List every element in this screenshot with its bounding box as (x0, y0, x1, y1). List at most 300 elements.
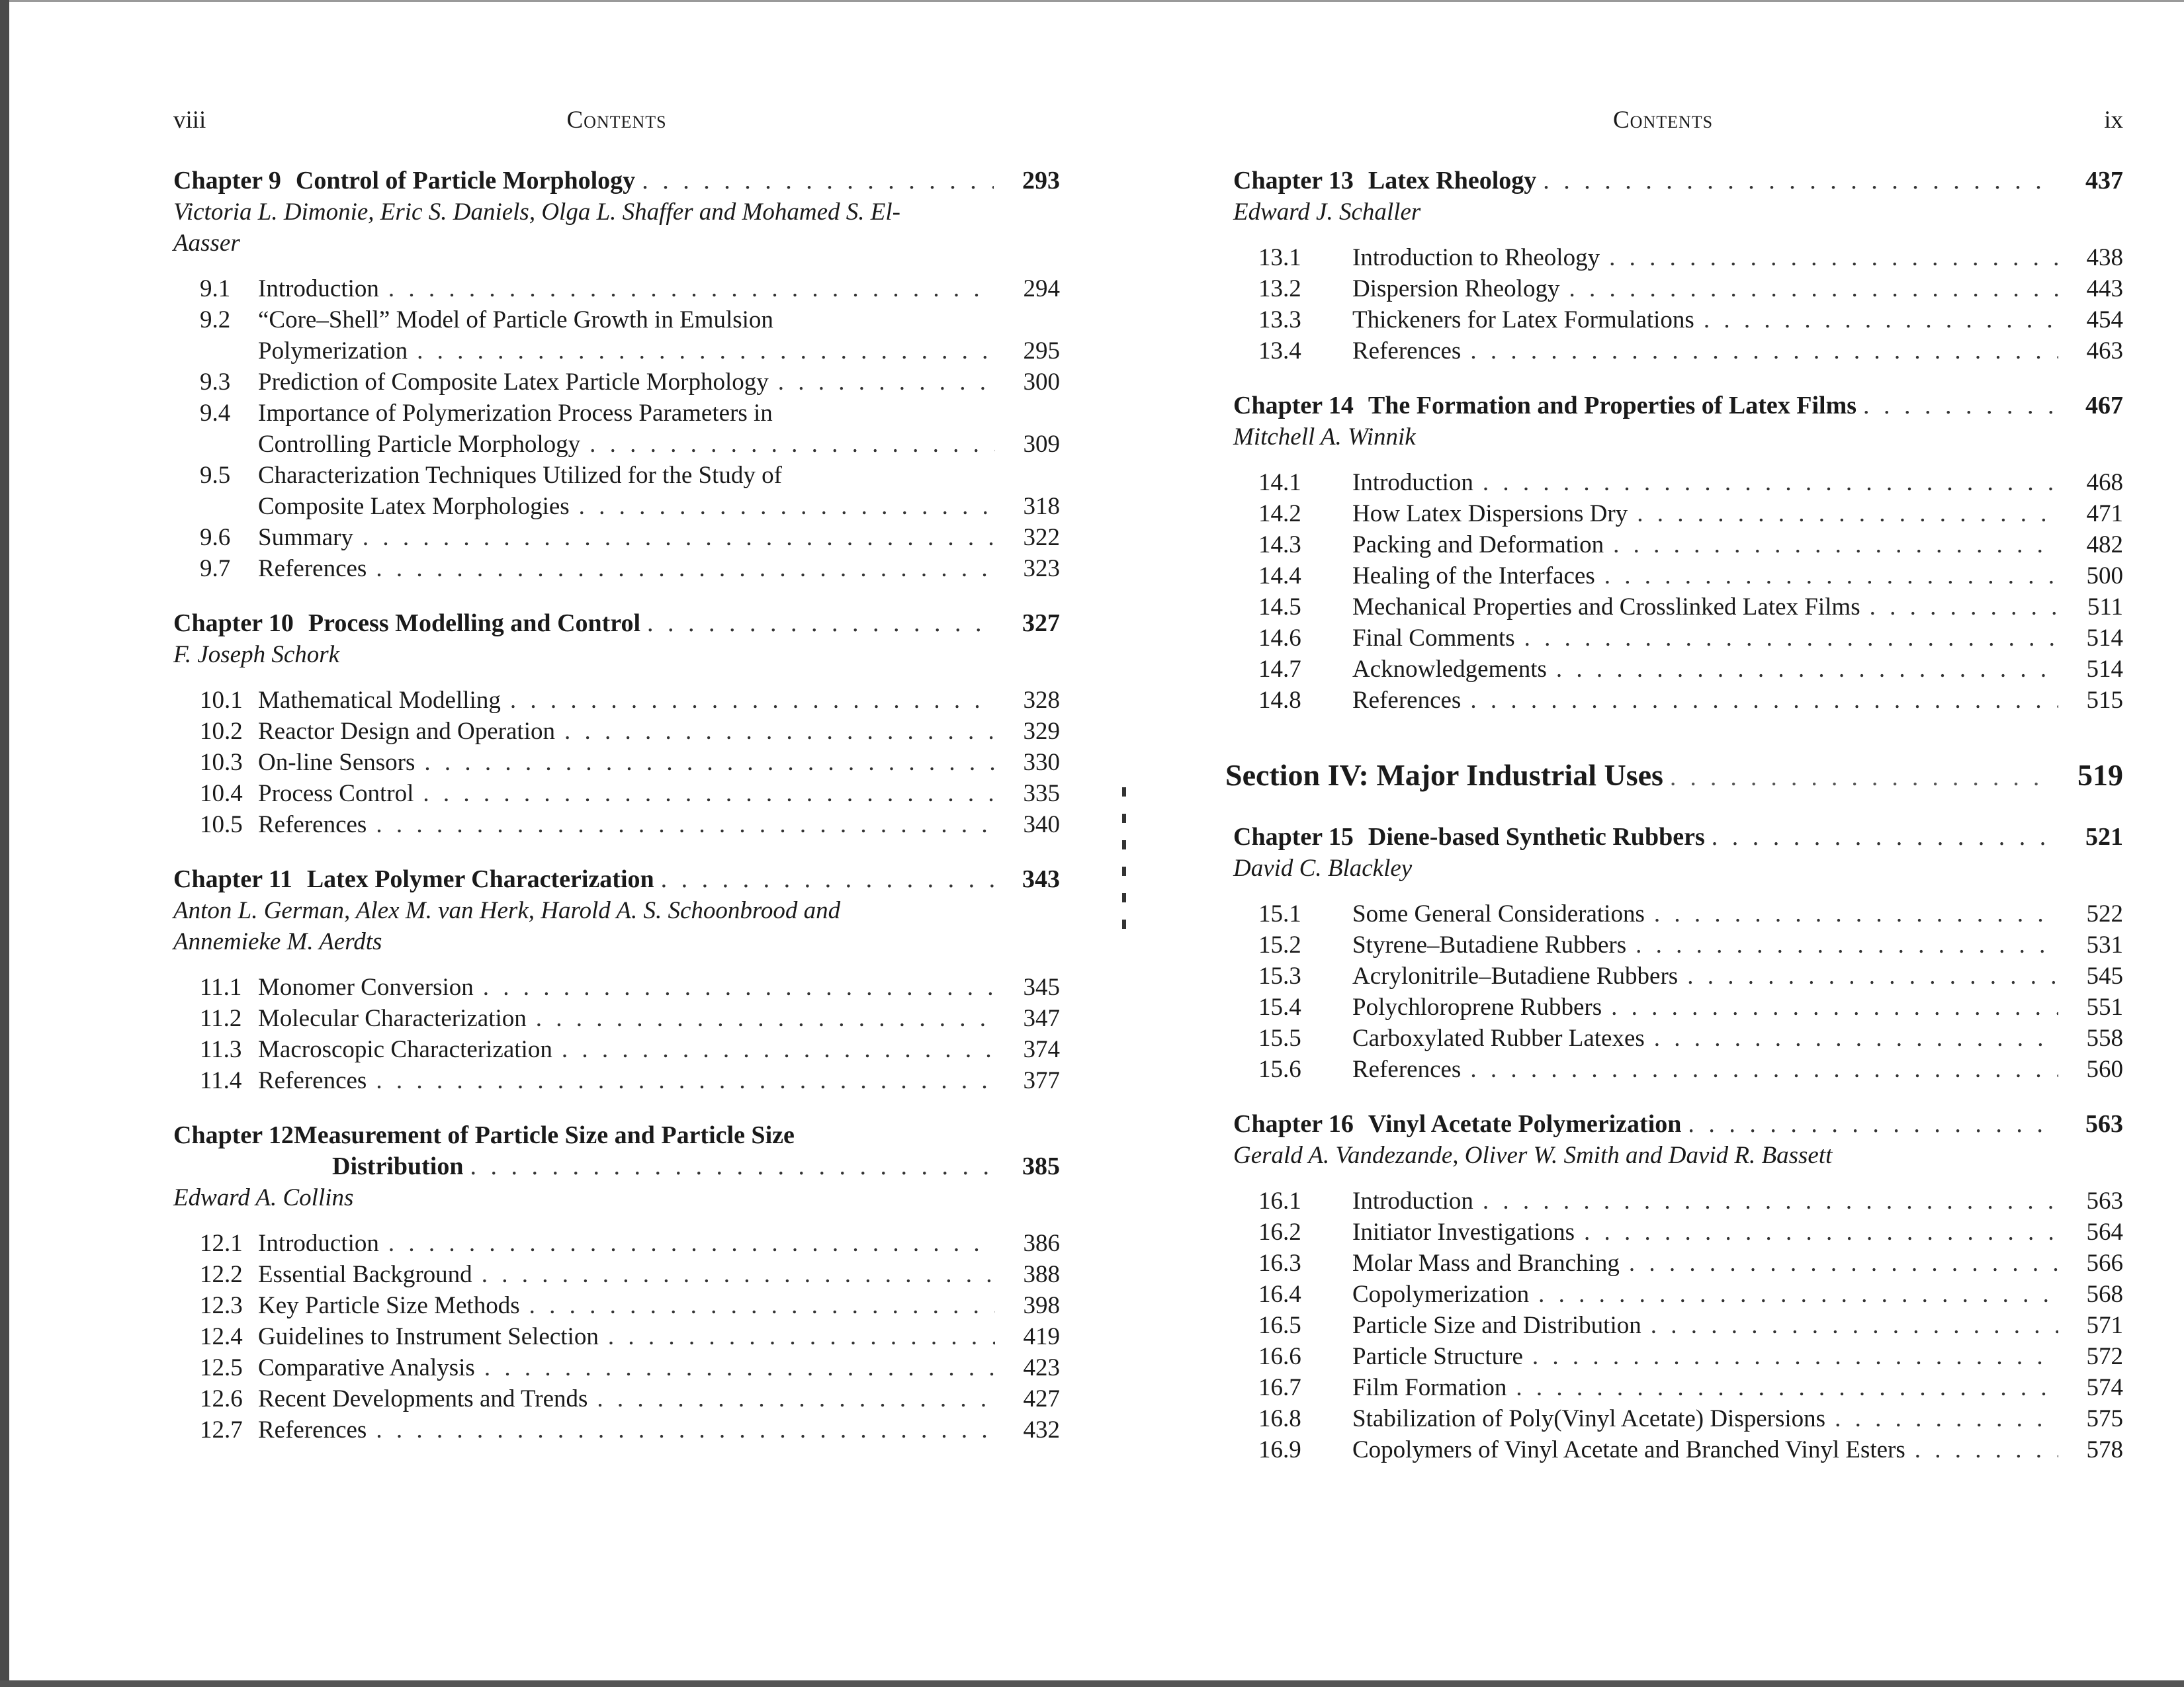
leader-dots (376, 809, 995, 840)
chapter-entry (173, 1120, 1060, 1446)
section-title: Initiator Investigations (1352, 1219, 1575, 1246)
section-list (1233, 1186, 2123, 1465)
chapter-title: Latex Rheology (1368, 167, 1537, 195)
section-title: Acrylonitrile–Butadiene Rubbers (1352, 963, 1679, 990)
leader-dots (1611, 992, 2058, 1023)
toc-entry-body (258, 1034, 1060, 1065)
leader-dots (1516, 1372, 2058, 1403)
toc-entry[interactable] (1233, 1279, 2123, 1310)
section-page: 432 (1023, 1416, 1060, 1444)
section-number: 10.4 (200, 780, 243, 807)
section-number: 12.7 (200, 1416, 243, 1444)
toc-entry[interactable] (1233, 591, 2123, 623)
toc-entry-body (1352, 1372, 2123, 1403)
section-number: 9.4 (200, 400, 231, 427)
toc-entry[interactable] (173, 1228, 1060, 1259)
leader-dots (388, 1228, 995, 1259)
chapter-authors: Edward A. Collins (173, 1184, 354, 1211)
section-page: 335 (1023, 780, 1060, 807)
toc-entry-body (258, 273, 1060, 304)
toc-entry-body (1352, 654, 2123, 685)
chapter-authors: Edward J. Schaller (1233, 198, 1421, 226)
leader-dots (562, 1034, 995, 1065)
section-page: 419 (1023, 1323, 1060, 1350)
section-page: 551 (2086, 994, 2123, 1021)
leader-dots (1654, 1023, 2058, 1054)
leader-dots (388, 273, 995, 304)
section-page: 514 (2086, 656, 2123, 683)
chapter-authors: F. Joseph Schork (173, 641, 340, 668)
section-title: Importance of Polymerization Process Parameters in (258, 400, 773, 427)
leader-dots (470, 1151, 994, 1182)
toc-entry-body (258, 553, 1060, 584)
section-number: 13.2 (1258, 275, 1301, 302)
section-page: 347 (1023, 1005, 1060, 1032)
chapter-entry (1233, 390, 2123, 716)
toc-entry-body (1352, 1248, 2123, 1279)
section-page: 345 (1023, 974, 1060, 1001)
leader-dots (1712, 822, 2057, 853)
toc-entry[interactable] (173, 1414, 1060, 1446)
toc-entry[interactable] (1233, 654, 2123, 685)
section-page: 374 (1023, 1036, 1060, 1063)
section-list (173, 1228, 1060, 1446)
toc-entry[interactable] (173, 716, 1060, 747)
section-number: 11.2 (200, 1005, 242, 1032)
toc-entry-body (1352, 1403, 2123, 1434)
section-number: 9.7 (200, 555, 231, 582)
section-title: Copolymers of Vinyl Acetate and Branched Vinyl Esters (1352, 1436, 1905, 1463)
section-title: Some General Considerations (1352, 900, 1645, 928)
leader-dots (363, 522, 995, 553)
section-page: 514 (2086, 625, 2123, 652)
section-title: Particle Size and Distribution (1352, 1312, 1641, 1339)
section-title: References (1352, 337, 1462, 365)
section-number: 15.5 (1258, 1025, 1301, 1052)
toc-entry[interactable] (173, 1259, 1060, 1290)
section-page: 572 (2086, 1343, 2123, 1370)
leader-dots (1915, 1434, 2058, 1465)
toc-entry-line (173, 398, 1060, 429)
section-number: 15.3 (1258, 963, 1301, 990)
toc-entry[interactable] (173, 1065, 1060, 1096)
toc-entry-body (258, 1352, 1060, 1383)
section-list (1233, 242, 2123, 367)
section-page: 568 (2086, 1281, 2123, 1308)
chapter-entry (173, 864, 1060, 1096)
section-title: Molecular Characterization (258, 1005, 527, 1032)
toc-entry[interactable] (173, 1321, 1060, 1352)
section-page: 328 (1023, 687, 1060, 714)
chapter-heading-text (173, 608, 640, 639)
right-page (1225, 106, 2123, 1465)
chapter-heading[interactable] (173, 165, 1060, 196)
section-title: Reactor Design and Operation (258, 718, 555, 745)
toc-entry-body (1352, 273, 2123, 304)
page-top-edge (0, 0, 2184, 2)
toc-entry[interactable] (1233, 560, 2123, 591)
section-number: 9.3 (200, 368, 231, 396)
leader-dots (608, 1321, 995, 1352)
toc-entry-body (258, 522, 1060, 553)
toc-entry-body (258, 1003, 1060, 1034)
section-number: 14.6 (1258, 625, 1301, 652)
toc-entry-body (1352, 467, 2123, 498)
section-number: 16.3 (1258, 1250, 1301, 1277)
section-title: Polychloroprene Rubbers (1352, 994, 1602, 1021)
section-page: 386 (1023, 1230, 1060, 1257)
running-head-left (173, 106, 1060, 139)
toc-entry[interactable] (1233, 1023, 2123, 1054)
toc-entry[interactable] (1233, 242, 2123, 273)
section-title: Mathematical Modelling (258, 687, 501, 714)
chapter-page: 293 (1022, 167, 1060, 195)
chapter-number: Chapter 9 (173, 167, 281, 195)
section-title: Acknowledgements (1352, 656, 1547, 683)
section-list (173, 972, 1060, 1096)
section-title: Key Particle Size Methods (258, 1292, 520, 1319)
section-page: 318 (1023, 493, 1060, 520)
chapter-number: Chapter 10 (173, 609, 294, 637)
running-head-title: Contents (1613, 107, 1714, 134)
section-page: 564 (2086, 1219, 2123, 1246)
section-number: 10.5 (200, 811, 243, 838)
leader-dots (590, 429, 995, 460)
toc-entry[interactable] (1233, 1248, 2123, 1279)
section-page: 330 (1023, 749, 1060, 776)
section-title: Final Comments (1352, 625, 1515, 652)
section-title: Introduction (1352, 469, 1473, 496)
chapter-heading-line (173, 1120, 1060, 1151)
toc-entry-body (1352, 992, 2123, 1023)
toc-entry-body (1352, 898, 2123, 930)
leader-dots (1556, 654, 2058, 685)
section-page: 468 (2086, 469, 2123, 496)
leader-dots (1863, 390, 2057, 421)
section-page: 558 (2086, 1025, 2123, 1052)
toc-entry-body (258, 1414, 1060, 1446)
toc-entry[interactable] (1233, 1434, 2123, 1465)
toc-entry[interactable] (173, 304, 1060, 367)
leader-dots (1704, 304, 2058, 335)
toc-entry[interactable] (173, 1383, 1060, 1414)
page-bottom-edge (0, 1680, 2184, 1687)
leader-dots (1870, 591, 2058, 623)
chapter-title: Vinyl Acetate Polymerization (1368, 1110, 1682, 1138)
leader-dots (1835, 1403, 2058, 1434)
toc-entry-body (258, 778, 1060, 809)
leader-dots (1654, 898, 2058, 930)
toc-entry[interactable] (1233, 1310, 2123, 1341)
toc-entry-body (1352, 1186, 2123, 1217)
toc-entry-body (1352, 1279, 2123, 1310)
toc-entry-line (173, 304, 1060, 335)
toc-entry-body (1352, 242, 2123, 273)
chapter-authors: David C. Blackley (1233, 855, 1413, 882)
leader-dots (376, 1414, 995, 1446)
section-title: References (258, 1416, 367, 1444)
toc-entry-body (258, 1383, 1060, 1414)
chapter-entry (173, 165, 1060, 584)
section-number: 14.7 (1258, 656, 1301, 683)
section-title: Molar Mass and Branching (1352, 1250, 1620, 1277)
toc-entry-line (173, 429, 1060, 460)
leader-dots (482, 1259, 995, 1290)
section-number: 16.9 (1258, 1436, 1301, 1463)
section-page: 571 (2086, 1312, 2123, 1339)
toc-entry[interactable] (1233, 1217, 2123, 1248)
section-page: 482 (2086, 531, 2123, 558)
chapter-number: Chapter 14 (1233, 392, 1354, 419)
leader-dots (536, 1003, 995, 1034)
chapter-heading-text (1233, 390, 1856, 421)
leader-dots (1609, 242, 2058, 273)
section-number: 12.4 (200, 1323, 243, 1350)
toc-entry[interactable] (1233, 685, 2123, 716)
toc-entry-body (1352, 1217, 2123, 1248)
toc-entry-body (258, 1228, 1060, 1259)
toc-entry[interactable] (173, 367, 1060, 398)
section-heading-title: Section IV: Major Industrial Uses (1225, 758, 1663, 792)
leader-dots (564, 716, 995, 747)
section-title: References (1352, 1056, 1462, 1083)
chapter-entry (173, 608, 1060, 840)
section-page: 295 (1023, 337, 1060, 365)
section-title: Introduction (1352, 1188, 1473, 1215)
section-title: Recent Developments and Trends (258, 1385, 588, 1412)
section-page: 443 (2086, 275, 2123, 302)
leader-dots (1670, 758, 2049, 798)
toc-entry[interactable] (173, 747, 1060, 778)
leader-dots (1637, 498, 2058, 529)
section-list (173, 273, 1060, 584)
chapter-heading[interactable] (173, 608, 1060, 639)
toc-entry[interactable] (173, 273, 1060, 304)
chapter-heading[interactable] (173, 1120, 1060, 1182)
toc-entry[interactable] (173, 460, 1060, 522)
chapter-authors: Anton L. German, Alex M. van Herk, Harold A. S. Schoonbrood and Annemieke M. Aerdts (173, 897, 841, 955)
toc-entry-body (258, 1259, 1060, 1290)
section-title: References (1352, 687, 1462, 714)
toc-entry[interactable] (173, 1352, 1060, 1383)
section-page: 531 (2086, 931, 2123, 959)
toc-entry-body (258, 1290, 1060, 1321)
toc-entry-body (1352, 560, 2123, 591)
chapter-heading-line (173, 1151, 1060, 1182)
section-number: 10.1 (200, 687, 243, 714)
section-number: 9.2 (200, 306, 231, 333)
chapter-heading[interactable] (1233, 165, 2123, 196)
section-title: On-line Sensors (258, 749, 415, 776)
toc-entry[interactable] (1233, 529, 2123, 560)
section-title: Introduction (258, 275, 379, 302)
leader-dots (424, 747, 995, 778)
toc-entry[interactable] (1233, 992, 2123, 1023)
section-number: 9.6 (200, 524, 231, 551)
section-title: Process Control (258, 780, 414, 807)
section-title: Introduction (258, 1230, 379, 1257)
leader-dots (642, 165, 994, 196)
section-number: 10.2 (200, 718, 243, 745)
section-title: How Latex Dispersions Dry (1352, 500, 1628, 527)
leader-dots (529, 1290, 995, 1321)
toc-entry-line (173, 491, 1060, 522)
toc-entry[interactable] (1233, 623, 2123, 654)
toc-entry-body (258, 685, 1060, 716)
chapter-heading-text (1233, 1109, 1681, 1140)
chapter-number: Chapter 11 (173, 865, 292, 893)
toc-entry[interactable] (1233, 273, 2123, 304)
section-page: 323 (1023, 555, 1060, 582)
section-title: “Core–Shell” Model of Particle Growth in Emulsion (258, 306, 773, 333)
chapter-page: 521 (2085, 823, 2123, 851)
toc-entry[interactable] (1233, 304, 2123, 335)
leader-dots (1613, 529, 2058, 560)
chapter-heading-text (173, 864, 654, 895)
chapter-title: Diene-based Synthetic Rubbers (1368, 823, 1705, 851)
chapter-heading-text (1233, 822, 1705, 853)
section-number: 13.3 (1258, 306, 1301, 333)
toc-entry[interactable] (1233, 1372, 2123, 1403)
section-title: Film Formation (1352, 1374, 1507, 1401)
leader-dots (1629, 1248, 2058, 1279)
chapter-page: 467 (2085, 392, 2123, 419)
leader-dots (661, 864, 994, 895)
section-title: Particle Structure (1352, 1343, 1523, 1370)
section-title: Summary (258, 524, 353, 551)
toc-entry[interactable] (173, 972, 1060, 1003)
toc-entry[interactable] (173, 1034, 1060, 1065)
leader-dots (1688, 1109, 2057, 1140)
toc-entry[interactable] (1233, 961, 2123, 992)
toc-entry-body (258, 747, 1060, 778)
section-title: References (258, 1067, 367, 1094)
toc-entry[interactable] (173, 1003, 1060, 1034)
toc-entry[interactable] (173, 685, 1060, 716)
section-page: 463 (2086, 337, 2123, 365)
section-heading[interactable] (1225, 756, 2123, 798)
toc-entry-body (258, 1065, 1060, 1096)
leader-dots (778, 367, 995, 398)
section-number: 12.3 (200, 1292, 243, 1319)
chapter-authors: Gerald A. Vandezande, Oliver W. Smith and David R. Bassett (1233, 1142, 1833, 1169)
chapter-heading[interactable] (1233, 822, 2123, 853)
section-number: 16.8 (1258, 1405, 1301, 1432)
chapter-entry (1233, 165, 2123, 367)
toc-entry[interactable] (173, 809, 1060, 840)
chapter-heading[interactable] (1233, 1109, 2123, 1140)
section-page: 377 (1023, 1067, 1060, 1094)
section-list (173, 685, 1060, 840)
leader-dots (1538, 1279, 2058, 1310)
chapter-number: Chapter 16 (1233, 1110, 1354, 1138)
toc-entry[interactable] (1233, 335, 2123, 367)
section-page: 522 (2086, 900, 2123, 928)
toc-entry-body (1352, 623, 2123, 654)
toc-entry-body (1352, 1434, 2123, 1465)
section-page: 427 (1023, 1385, 1060, 1412)
leader-dots (1604, 560, 2058, 591)
toc-entry-body (1352, 529, 2123, 560)
page-number-left: viii (173, 107, 206, 134)
section-number: 13.4 (1258, 337, 1301, 365)
leader-dots (484, 1352, 995, 1383)
section-page: 300 (1023, 368, 1060, 396)
section-number: 14.8 (1258, 687, 1301, 714)
chapter-entry (1233, 822, 2123, 1085)
section-title: Carboxylated Rubber Latexes (1352, 1025, 1645, 1052)
chapter-heading[interactable] (1233, 390, 2123, 421)
chapter-entry (1233, 1109, 2123, 1465)
section-number: 11.3 (200, 1036, 242, 1063)
section-title: Guidelines to Instrument Selection (258, 1323, 599, 1350)
leader-dots (1532, 1341, 2058, 1372)
section-title: References (258, 555, 367, 582)
chapter-authors: Victoria L. Dimonie, Eric S. Daniels, Olga L. Shaffer and Mohamed S. El-Aasser (173, 198, 900, 257)
toc-entry[interactable] (1233, 1186, 2123, 1217)
section-number: 14.5 (1258, 593, 1301, 621)
section-number: 11.4 (200, 1067, 242, 1094)
toc-entry[interactable] (173, 398, 1060, 460)
section-number: 12.5 (200, 1354, 243, 1381)
section-page: 294 (1023, 275, 1060, 302)
toc-entry[interactable] (1233, 1054, 2123, 1085)
chapter-number: Chapter 15 (1233, 823, 1354, 851)
toc-entry[interactable] (173, 778, 1060, 809)
book-gutter (1122, 787, 1126, 946)
toc-entry-body (1352, 930, 2123, 961)
chapter-page: 437 (2085, 167, 2123, 195)
toc-entry-body (1352, 685, 2123, 716)
toc-entry[interactable] (1233, 930, 2123, 961)
toc-entry[interactable] (173, 553, 1060, 584)
chapter-title: Process Modelling and Control (308, 609, 641, 637)
toc-entry[interactable] (173, 1290, 1060, 1321)
chapter-page: 327 (1022, 609, 1060, 637)
leader-dots (1524, 623, 2058, 654)
toc-entry[interactable] (1233, 1341, 2123, 1372)
section-number: 11.1 (200, 974, 242, 1001)
toc-entry[interactable] (1233, 467, 2123, 498)
leader-dots (597, 1383, 995, 1414)
section-number: 14.1 (1258, 469, 1301, 496)
section-title: Essential Background (258, 1261, 472, 1288)
chapter-heading[interactable] (173, 864, 1060, 895)
toc-entry[interactable] (1233, 1403, 2123, 1434)
chapter-title: Measurement of Particle Size and Particle Size (293, 1121, 795, 1149)
section-page: 566 (2086, 1250, 2123, 1277)
toc-entry-line (173, 460, 1060, 491)
section-number: 14.4 (1258, 562, 1301, 589)
toc-entry-body (258, 367, 1060, 398)
section-page: 322 (1023, 524, 1060, 551)
section-page: 575 (2086, 1405, 2123, 1432)
section-number: 12.1 (200, 1230, 243, 1257)
section-number: 15.4 (1258, 994, 1301, 1021)
chapter-page: 563 (2085, 1110, 2123, 1138)
toc-entry-body (258, 1321, 1060, 1352)
section-page: 398 (1023, 1292, 1060, 1319)
section-title: Dispersion Rheology (1352, 275, 1560, 302)
section-list (1233, 898, 2123, 1085)
toc-entry[interactable] (173, 522, 1060, 553)
toc-entry[interactable] (1233, 898, 2123, 930)
toc-entry[interactable] (1233, 498, 2123, 529)
chapter-title: The Formation and Properties of Latex Films (1368, 392, 1857, 419)
toc-entry-body (1352, 1310, 2123, 1341)
section-page: 563 (2086, 1188, 2123, 1215)
binding-edge (0, 0, 9, 1687)
